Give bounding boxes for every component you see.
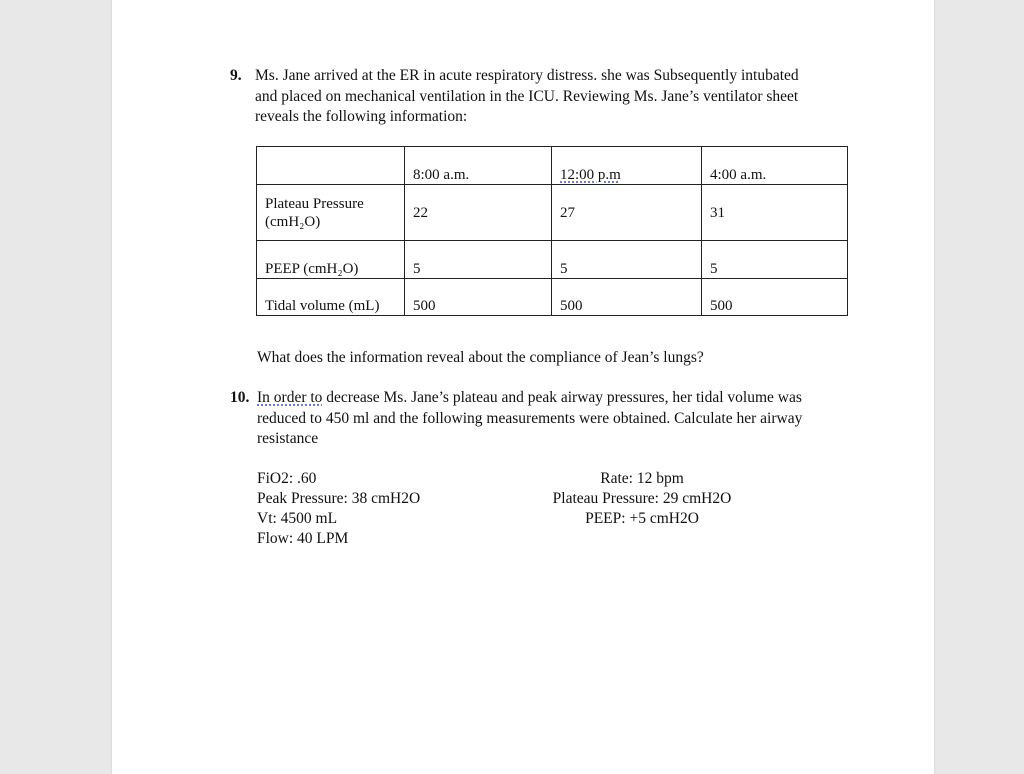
table-cell: 22 <box>405 185 552 241</box>
table-header-row <box>257 147 848 185</box>
measurement-peak-pressure: Peak Pressure: 38 cmH2O <box>257 490 421 507</box>
question-9-line-1: Ms. Jane arrived at the ER in acute respiratory distress. she was Subsequently intubated <box>255 67 799 84</box>
question-10-line-2: reduced to 450 ml and the following measurements were obtained. Calculate her airway <box>257 409 803 427</box>
table-header-cell <box>257 147 405 185</box>
compliance-question: What does the information reveal about the compliance of Jean’s lungs? <box>257 349 704 366</box>
document-page <box>112 0 934 774</box>
measurements-left <box>257 469 420 549</box>
table-header-cell: 8:00 a.m. <box>405 147 552 185</box>
table-header-cell: 12:00 p.m <box>552 147 702 185</box>
measurement-flow: Flow: 40 LPM <box>257 530 349 547</box>
table-cell: 5 <box>702 241 848 279</box>
table-cell: 500 <box>405 279 552 316</box>
table-cell: 500 <box>702 279 848 316</box>
table-cell: 5 <box>552 241 702 279</box>
row-label-peep: PEEP (cmH₂O) <box>257 241 405 279</box>
question-10-line-3: resistance <box>257 430 319 447</box>
table-cell: 500 <box>552 279 702 316</box>
measurement-plateau-pressure: Plateau Pressure: 29 cmH2O <box>552 490 732 507</box>
row-label-tidal-volume: Tidal volume (mL) <box>257 279 405 316</box>
question-9-line-3: reveals the following information: <box>255 108 468 125</box>
measurement-vt: Vt: 4500 mL <box>257 510 338 527</box>
ventilator-table <box>256 146 848 316</box>
table-row <box>257 279 848 316</box>
question-10-number: 10. <box>230 389 250 406</box>
table-cell: 5 <box>405 241 552 279</box>
table-row <box>257 185 848 241</box>
question-9-text <box>255 66 799 128</box>
table-cell: 27 <box>552 185 702 241</box>
question-10-text <box>257 388 802 450</box>
question-9-number: 9. <box>230 67 242 84</box>
table-row <box>257 241 848 279</box>
question-10-line-1: In order to decrease Ms. Jane’s plateau and peak airway pressures, her tidal volume was <box>257 389 802 406</box>
measurement-peep: PEEP: +5 cmH2O <box>585 510 699 527</box>
measurement-rate: Rate: 12 bpm <box>600 470 684 487</box>
measurement-fio2: FiO2: .60 <box>257 470 317 487</box>
question-9-line-2: and placed on mechanical ventilation in the ICU. Reviewing Ms. Jane’s ventilator sheet <box>255 87 799 105</box>
measurements-right <box>542 469 742 529</box>
table-cell: 31 <box>702 185 848 241</box>
table-header-cell: 4:00 a.m. <box>702 147 848 185</box>
row-label-plateau: Plateau Pressure (cmH₂O) <box>257 185 405 241</box>
